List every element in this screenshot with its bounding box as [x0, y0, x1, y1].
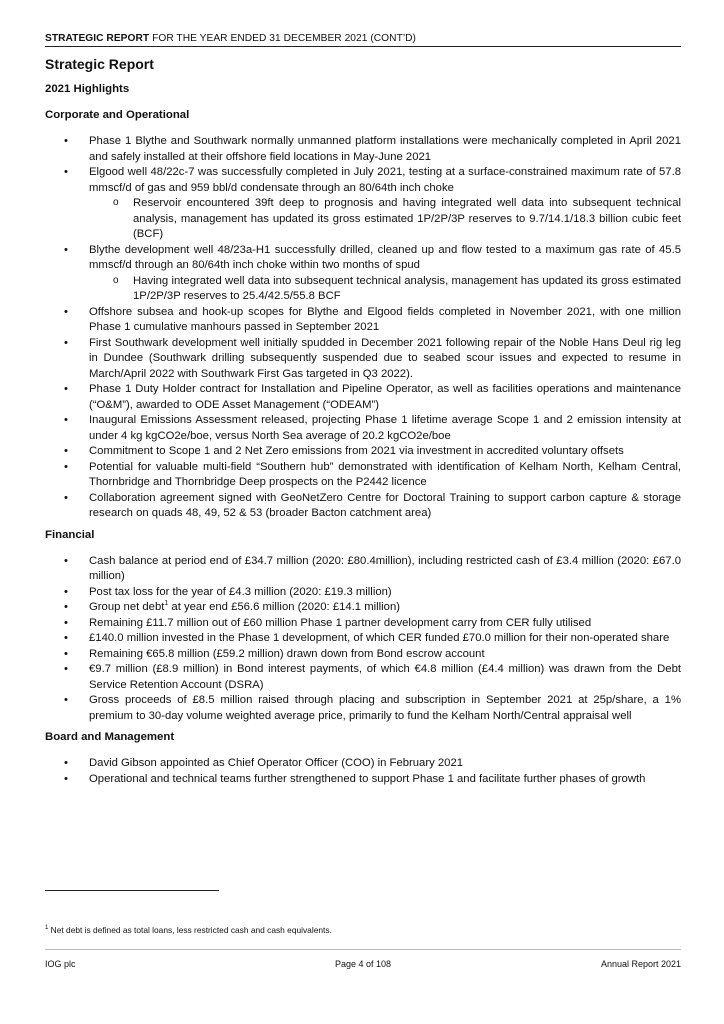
list-item: [45, 243, 681, 305]
list-item-text: Elgood well 48/22c-7 was successfully completed in July 2021, testing at a surface-constrained maximum rate of 57.8 mmscf/d of gas and 959 bbl/d condensate through an 80/64th inch choke: [89, 166, 681, 194]
list-item: • Potential for valuable multi-field “Southern hub” demonstrated with identification of Kelham North, Kelham Central, Thornbridge and Thornbridge Deep prospects on the P2442 licence: [45, 460, 681, 491]
list-item: • Collaboration agreement signed with GeoNetZero Centre for Doctoral Training to support carbon capture & storage research on quads 48, 49, 52 & 53 (broader Bacton catchment area): [45, 491, 681, 522]
list-item: • Gross proceeds of £8.5 million raised through placing and subscription in September 2021 at 25p/share, a 1% premium to 30-day volume weighted average price, primarily to fund the Kelham North/Central appraisal well: [45, 693, 681, 724]
footer-company: IOG plc: [45, 959, 76, 969]
footnote-ref: 1: [164, 600, 169, 608]
list-item: • David Gibson appointed as Chief Operator Officer (COO) in February 2021: [45, 756, 681, 772]
list-item: • £140.0 million invested in the Phase 1 development, of which CER funded £70.0 million for their non-operated share: [45, 631, 681, 647]
list-item: • Remaining £11.7 million out of £60 million Phase 1 partner development carry from CER fully utilised: [45, 616, 681, 632]
corporate-heading: Corporate and Operational: [45, 109, 190, 121]
footer-divider: [45, 949, 681, 950]
footnote-marker: 1: [45, 925, 49, 932]
corporate-list: [45, 134, 681, 522]
list-item: [45, 600, 681, 616]
financial-list: [45, 554, 681, 725]
sub-list-item: o Having integrated well data into subsequent technical analysis, management has updated its gross estimated 1P/2P/3P reserves to 25.4/42.5/55.8 BCF: [89, 274, 681, 305]
highlights-heading: 2021 Highlights: [45, 83, 130, 95]
list-item: • Offshore subsea and hook-up scopes for Blythe and Elgood fields completed in November 2021, with one million Phase 1 cumulative manhours passed in September 2021: [45, 305, 681, 336]
list-item: • €9.7 million (£8.9 million) in Bond interest payments, of which €4.8 million (£4.4 million) was drawn from the Debt Service Retention Account (DSRA): [45, 662, 681, 693]
sub-list: [89, 196, 681, 243]
list-item: • Phase 1 Duty Holder contract for Installation and Pipeline Operator, as well as facilities operations and maintenance (“O&M”), awarded to ODE Asset Management (“ODEAM”): [45, 382, 681, 413]
list-item: • Cash balance at period end of £34.7 million (2020: £80.4million), including restricted cash of £3.4 million (2020: £67.0 million): [45, 554, 681, 585]
sub-list-item: o Reservoir encountered 39ft deep to prognosis and having integrated well data into subsequent technical analysis, management has updated its gross estimated 1P/2P/3P reserves to 9.7/14.1/18.3 billion cubic feet (BCF): [89, 196, 681, 243]
list-item: • Post tax loss for the year of £4.3 million (2020: £19.3 million): [45, 585, 681, 601]
list-item: • Operational and technical teams further strengthened to support Phase 1 and facilitate further phases of growth: [45, 772, 681, 788]
list-item: • Remaining €65.8 million (£59.2 million) drawn down from Bond escrow account: [45, 647, 681, 663]
list-item: • Phase 1 Blythe and Southwark normally unmanned platform installations were mechanically completed in April 2021 and safely installed at their offshore field locations in May-June 2021: [45, 134, 681, 165]
list-item: • First Southwark development well initially spudded in December 2021 following repair of the Noble Hans Deul rig leg in Dundee (Southwark drilling subsequently suspended due to seabed scour issues and expected to resume in March/April 2022 with Southwark First Gas targeted in Q3 2022).: [45, 336, 681, 383]
header-period: FOR THE YEAR ENDED 31 DECEMBER 2021 (CONT’D): [152, 33, 417, 44]
footer-page-number: Page 4 of 108: [334, 959, 392, 969]
footnote-divider: [45, 890, 219, 891]
page-footer: [45, 959, 681, 973]
list-item: • Commitment to Scope 1 and 2 Net Zero emissions from 2021 via investment in accredited voluntary offsets: [45, 444, 681, 460]
header-section-name: STRATEGIC REPORT: [45, 33, 150, 44]
list-item-text: Group net debt: [89, 601, 165, 613]
footnote: [45, 925, 332, 935]
list-item: • Inaugural Emissions Assessment released, projecting Phase 1 lifetime average Scope 1 and 2 emission intensity at under 4 kg kgCO2e/boe, versus North Sea average of 20.2 kgCO2e/boe: [45, 413, 681, 444]
main-content: [45, 55, 681, 793]
list-item-text: Blythe development well 48/23a-H1 successfully drilled, cleaned up and flow tested to a maximum gas rate of 45.5 mmscf/d through an 80/64th inch choke within two months of spud: [89, 243, 681, 271]
footer-report-title: Annual Report 2021: [600, 959, 681, 969]
list-item-text: at year end £56.6 million (2020: £14.1 million): [168, 601, 400, 613]
sub-list: [89, 274, 681, 305]
financial-heading: Financial: [45, 528, 95, 541]
page-title: Strategic Report: [45, 56, 154, 72]
list-item: [45, 165, 681, 243]
footnote-text: Net debt is defined as total loans, less restricted cash and cash equivalents.: [50, 925, 332, 935]
board-list: [45, 756, 681, 787]
running-header: [45, 33, 681, 47]
board-heading: Board and Management: [45, 731, 175, 743]
